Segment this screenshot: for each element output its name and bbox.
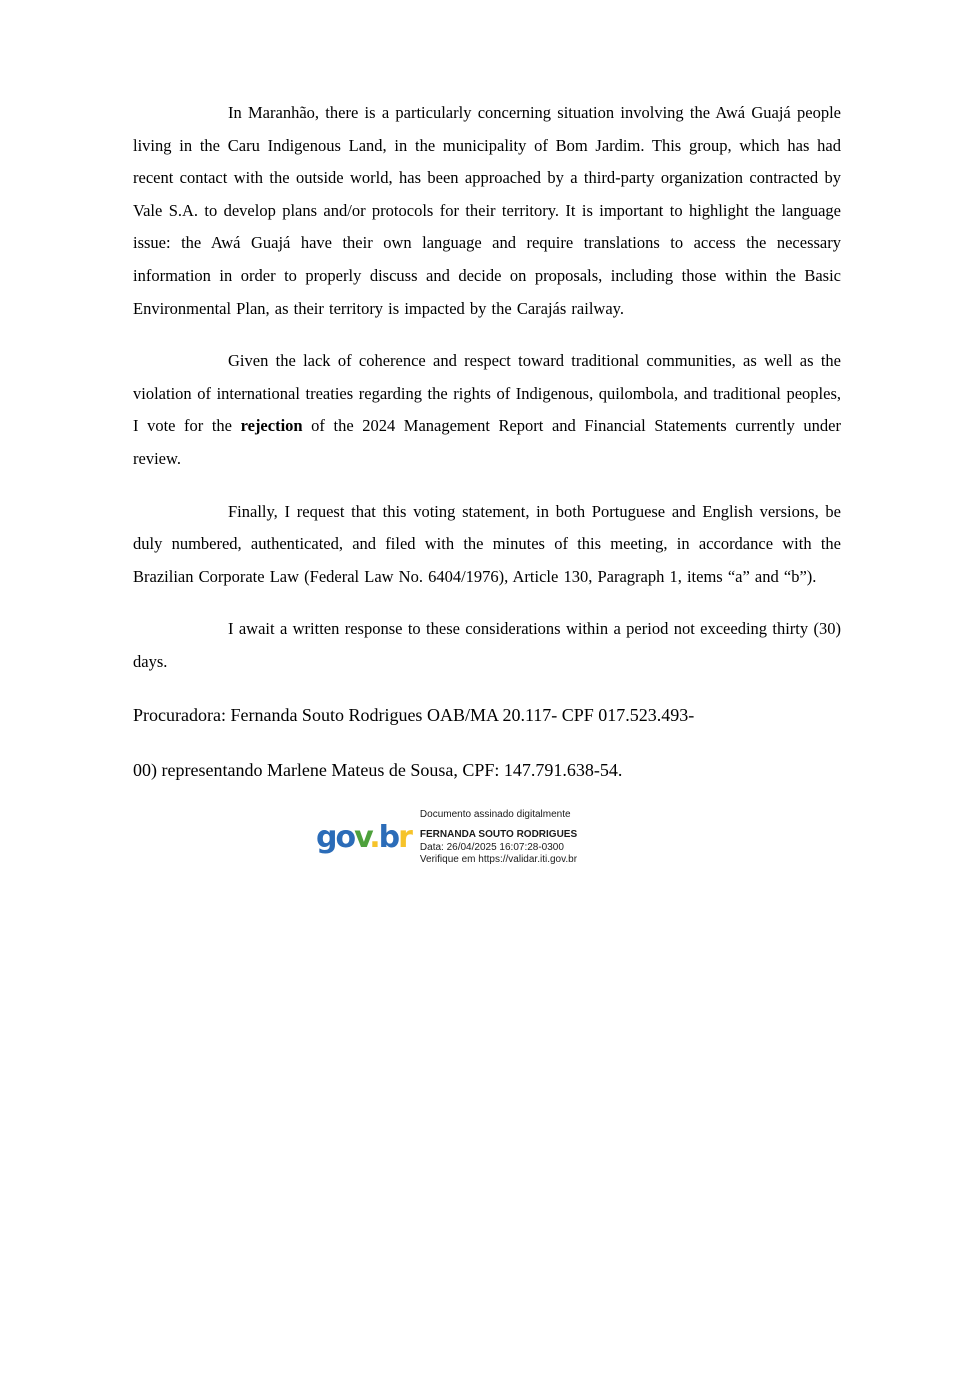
paragraph-vote-rejection [133,345,841,475]
signature-verify-url-text: Verifique em https://validar.iti.gov.br [419,854,578,865]
document-content [133,97,841,867]
paragraph-maranhao-situation: In Maranhão, there is a particularly concerning situation involving the Awá Guajá people living in the Caru Indigenous Land, in the municipality of Bom Jardim. This group, which has had recent contact with the outside world, has been approached by a third-party organization contracted by Vale S.A. to develop plans and/or protocols for their territory. It is important to highlight the language issue: the Awá Guajá have their own language and require translations to access the necessary information in order to properly discuss and decide on proposals, including those within the Basic Environmental Plan, as their territory is impacted by the Carajás railway. [133,103,841,318]
govbr-logo-dot: . [369,819,379,855]
govbr-logo-letter-v: v [354,819,370,855]
govbr-logo-letter-b: b [378,819,399,855]
govbr-logo [316,819,411,855]
signature-header-text: Documento assinado digitalmente [419,808,571,820]
digital-signature-stamp [316,809,841,867]
signature-signer-name: FERNANDA SOUTO RODRIGUES [419,829,578,840]
attorney-identification-line-2: 00) representando Marlene Mateus de Sousa, CPF: 147.791.638-54. [133,759,623,780]
paragraph-filing-request: Finally, I request that this voting statement, in both Portuguese and English versions, be duly numbered, authenticated, and filed with the minutes of this meeting, in accordance with the Brazilian Corporate Law (Federal Law No. 6404/1976), Article 130, Paragraph 1, items “a” and “b”). [133,501,841,586]
paragraph-text-after-bold: of the 2024 Management Report and Financial Statements currently under review. [133,416,841,468]
attorney-identification-line-1: Procuradora: Fernanda Souto Rodrigues OAB/MA 20.117- CPF 017.523.493- [133,704,695,725]
govbr-logo-letter-g: g [316,819,336,855]
rejection-bold-text: rejection [240,416,303,436]
signature-details [420,809,577,867]
paragraph-response-deadline: I await a written response to these considerations within a period not exceeding thirty (30) days. [133,619,841,671]
govbr-logo-letter-r: r [398,819,411,855]
govbr-logo-letter-o: o [335,819,355,855]
signature-date-text: Data: 26/04/2025 16:07:28-0300 [419,841,564,853]
paragraph-text-before-bold: Given the lack of coherence and respect toward traditional communities, as well as the violation of international treaties regarding the rights of Indigenous, quilombola, and traditional peoples, I vote for the [133,351,841,436]
